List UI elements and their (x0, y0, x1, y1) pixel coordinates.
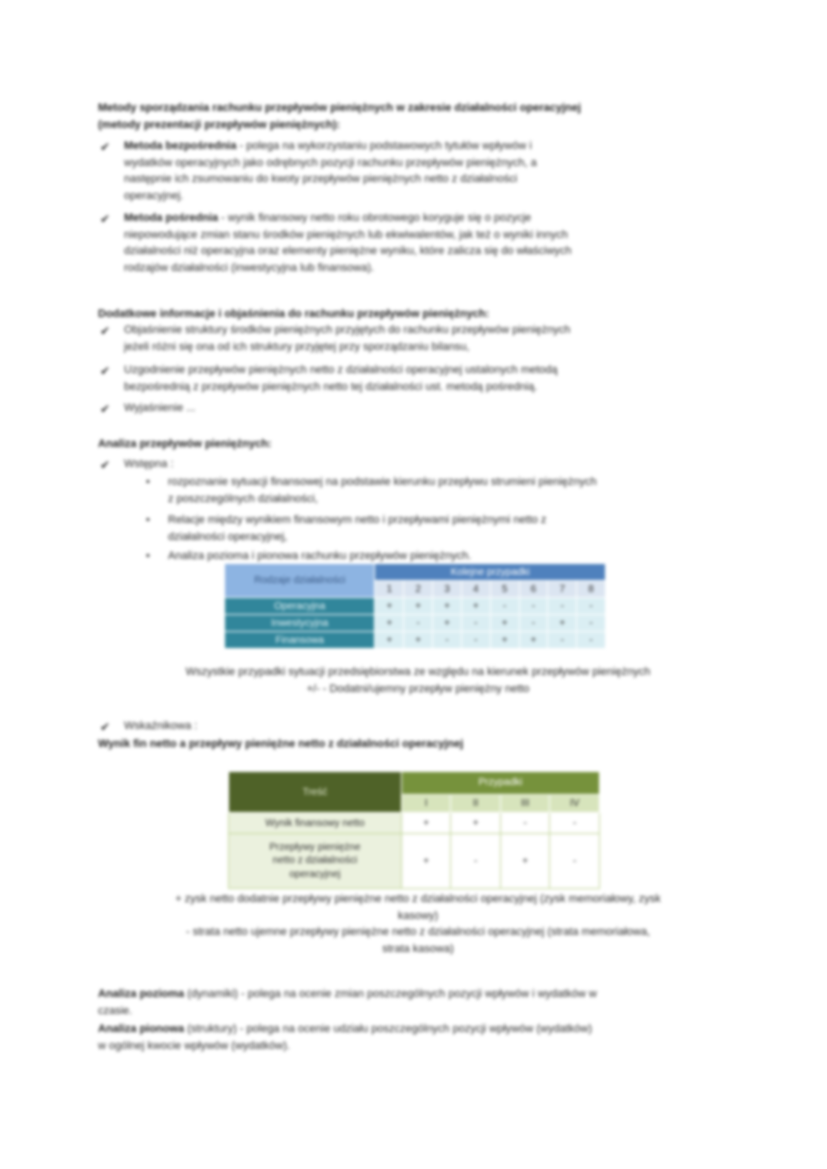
table-col-number: 4 (461, 581, 490, 598)
cashflow-cases-table (224, 563, 606, 649)
bullet-icon: • (146, 550, 150, 562)
checkmark-icon: ✔ (100, 324, 111, 338)
table-col-number: 1 (375, 581, 404, 598)
bullet-item: • Analiza pozioma i pionowa rachunku przepływów pieniężnych. (168, 548, 728, 565)
result-vs-cashflow-table (228, 771, 600, 889)
table-col-number: III (500, 794, 550, 812)
table-top-header: Kolejne przypadki (375, 564, 606, 581)
list-item: ✔ Wstępna : (100, 458, 174, 472)
table2-note: + zysk netto dodatnie przepływy pieniężne netto z działalności operacyjnej (zysk memoriałowy, zysk kasowy) - strata netto ujemne przepływy pieniężne netto z działalności operacyjnej (strata memoriałowa, strata kasowa) (175, 893, 661, 955)
table-col-number: 3 (433, 581, 462, 598)
list-item: ✔ Wskaźnikowa : (100, 720, 198, 734)
table-top-header: Przypadki (401, 772, 599, 795)
table-col-number: 2 (404, 581, 433, 598)
table-row: Inwestycyjna + - + - + - + - (225, 615, 606, 632)
table-col-number: 7 (548, 581, 577, 598)
table-col-number: 5 (490, 581, 519, 598)
table-row: Operacyjna + + + + - - - - (225, 598, 606, 615)
section2-heading: Dodatkowe informacje i objaśnienia do rachunku przepływów pieniężnych: (98, 308, 490, 320)
list-item: ✔ Uzgodnienie przepływów pieniężnych netto z działalności operacyjnej ustalonych metodą bezpośrednią z przepływów pieniężnych netto tej działalności ust. metodą pośrednią. (100, 364, 558, 393)
table-row: Finansowa + + - - + + - - (225, 632, 606, 649)
table-corner: Rodzaje działalności (225, 564, 375, 598)
bullet-item: • Relacje między wynikiem finansowym netto i przepływami pieniężnymi netto z działalności operacyjnej, (146, 514, 547, 543)
checkmark-icon: ✔ (100, 720, 111, 734)
checkmark-icon: ✔ (100, 364, 111, 378)
vertical-analysis-paragraph: Analiza pionowa (struktury) - polega na ocenie udziału poszczególnych pozycji wpływów (wydatków) w ogólnej kwocie wpływów (wydatków). (98, 1023, 592, 1052)
table-col-number: 6 (519, 581, 548, 598)
table-col-number: 8 (577, 581, 606, 598)
list-item: ✔ Wyjaśnienie ... (100, 402, 196, 416)
table-row: Przepływy pieniężne netto z działalności operacyjnej + - + - (229, 834, 600, 889)
section1-heading: Metody sporządzania rachunku przepływów pieniężnych w zakresie działalności operacyjnej (metody prezentacji przepływów pieniężnych): (98, 102, 581, 131)
bullet-item: • rozpoznanie sytuacji finansowej na podstawie kierunku przepływu strumieni pieniężnych z poszczególnych działalności, (146, 476, 597, 505)
table-corner: Treść (229, 772, 402, 813)
bullet-icon: • (146, 514, 150, 526)
list-item: ✔ Metoda pośrednia - wynik finansowy netto roku obrotowego koryguje się o pozycje niepowodujące zmian stanu środków pieniężnych lub ekwiwalentów, jak też o wyniki innych działalności niż operacyjna oraz elementy pieniężne wyniku, które zalicza się do właściwych rodzajów działalności (inwestycyjna lub finansowa). (100, 212, 572, 274)
table-row: Wynik finansowy netto + + - - (229, 813, 600, 834)
checkmark-icon: ✔ (100, 140, 111, 154)
horizontal-analysis-paragraph: Analiza pozioma (dynamiki) - polega na ocenie zmian poszczególnych pozycji wpływów i wydatków w czasie. (98, 988, 597, 1017)
bullet-icon: • (146, 476, 150, 488)
section4-heading: Wynik fin netto a przepływy pieniężne netto z działalności operacyjnej (98, 738, 464, 750)
checkmark-icon: ✔ (100, 458, 111, 472)
table-col-number: II (451, 794, 501, 812)
section3-heading: Analiza przepływów pieniężnych: (98, 438, 272, 450)
list-item: ✔ Metoda bezpośrednia - polega na wykorzystaniu podstawowych tytułów wpływów i wydatków operacyjnych jako odrębnych pozycji rachunku przepływów pieniężnych, a następnie ich zsumowaniu do kwoty przepływów pieniężnych netto z działalności operacyjnej. (100, 140, 537, 202)
checkmark-icon: ✔ (100, 402, 111, 416)
checkmark-icon: ✔ (100, 212, 111, 226)
table-col-number: IV (550, 794, 600, 812)
list-item: ✔ Objaśnienie struktury środków pieniężnych przyjętych do rachunku przepływów pieniężnych jeżeli różni się ona od ich struktury przyjętej przy sporządzaniu bilansu, (100, 324, 571, 353)
table1-note: Wszystkie przypadki sytuacji przedsiębiorstwa ze względu na kierunek przepływów pieniężnych +/- - Dodatni/ujemny przepływ pieniężny netto (185, 666, 651, 695)
table-col-number: I (401, 794, 451, 812)
